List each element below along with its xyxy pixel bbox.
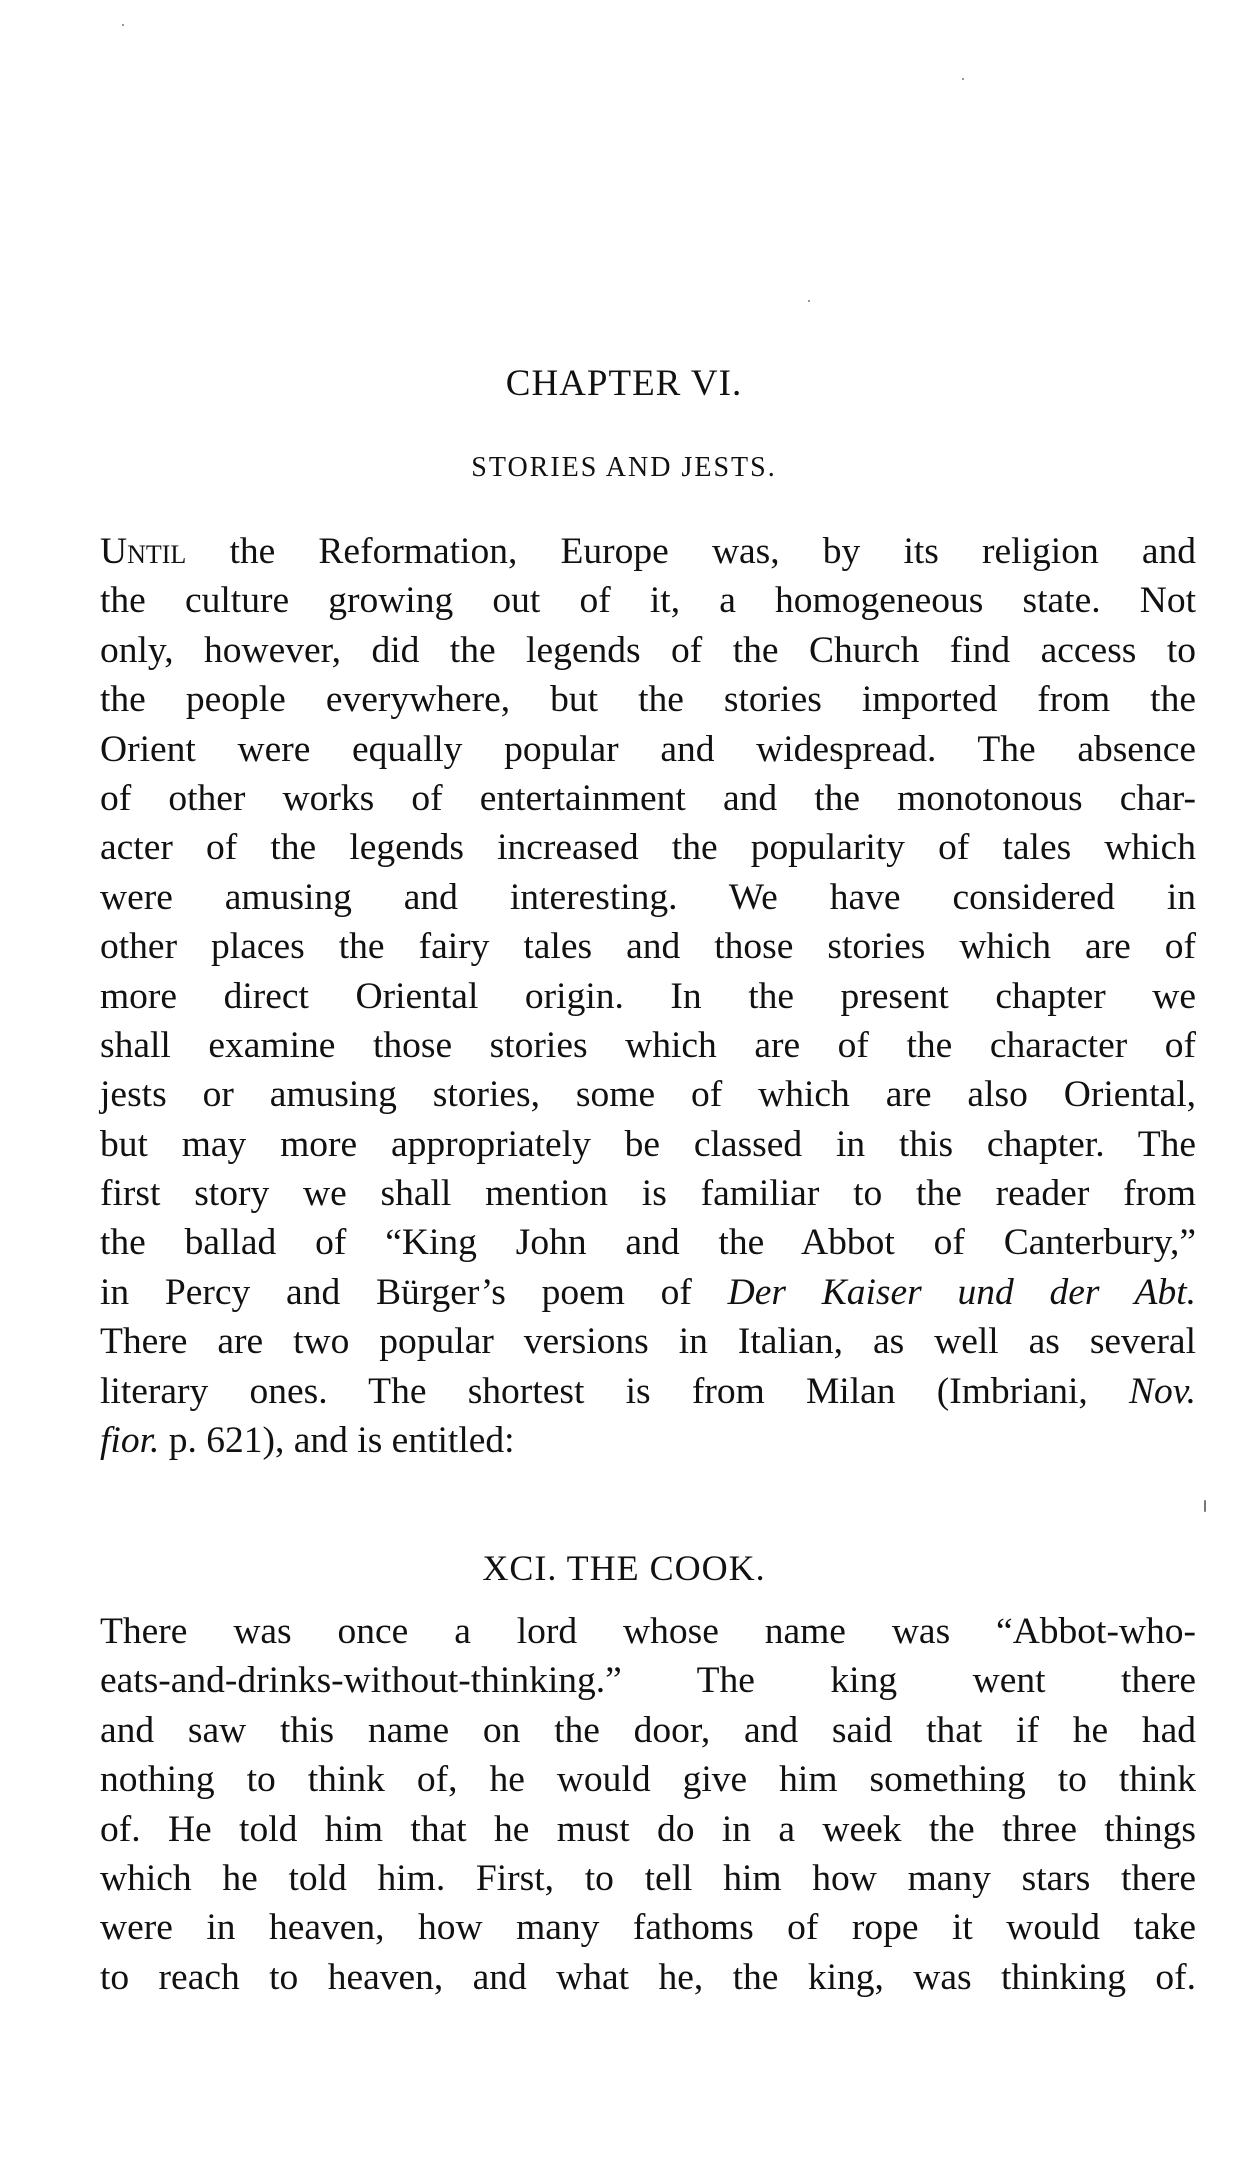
italic-citation: fior. [100,1420,160,1462]
line-text: the Reformation, Europe was, by its religion and [186,531,1196,572]
text-line: and saw this name on the door, and said that if he had [100,1709,1196,1751]
text-line: the ballad of “King John and the Abbot of Canterbury,” [100,1222,1196,1264]
section-heading: XCI. THE COOK. [482,1548,766,1588]
paper-speck [122,24,124,26]
text-line [100,1416,1196,1465]
text-line: other places the fairy tales and those stories which are of [100,926,1196,968]
story-paragraph [100,1607,1196,2002]
paper-speck [808,300,810,302]
text-line: but may more appropriately be classed in this chapter. The [100,1123,1196,1165]
drop-word: Until [100,531,187,572]
chapter-subtitle: STORIES AND JESTS. [471,452,777,483]
text-line: jests or amusing stories, some of which are also Oriental, [100,1074,1196,1116]
text-line: more direct Oriental origin. In the present chapter we [100,975,1196,1017]
text-line [100,1367,1196,1416]
text-line: acter of the legends increased the popularity of tales which [100,827,1196,869]
text-line: There was once a lord whose name was “Abbot-who- [100,1611,1196,1652]
intro-paragraph [100,527,1196,1465]
text-line: first story we shall mention is familiar to the reader from [100,1173,1196,1215]
paper-speck [1204,1500,1206,1512]
text-line: the culture growing out of it, a homogeneous state. Not [100,580,1196,622]
text-line: were amusing and interesting. We have considered in [100,876,1196,918]
text-line: Orient were equally popular and widespread. The absence [100,728,1196,770]
paper-speck [962,78,964,80]
italic-title: Der Kaiser und der Abt. [727,1271,1197,1313]
text-line: nothing to think of, he would give him something to think [100,1759,1196,1801]
text-line: which he told him. First, to tell him how many stars there [100,1857,1196,1899]
text-line: of other works of entertainment and the monotonous char- [100,777,1196,819]
text-line: shall examine those stories which are of the character of [100,1024,1196,1066]
text-line: eats-and-drinks-without-thinking.” The king went there [100,1660,1196,1702]
text-line [100,1268,1196,1317]
line-text: literary ones. The shortest is from Milan (Imbriani, [100,1370,1129,1412]
line-text: p. 621), and is entitled: [159,1420,515,1462]
text-line [100,527,1196,576]
italic-citation: Nov. [1129,1370,1196,1412]
text-line: were in heaven, how many fathoms of rope it would take [100,1907,1196,1949]
chapter-title: CHAPTER VI. [505,363,743,404]
text-line: to reach to heaven, and what he, the king, was thinking of. [100,1956,1196,1998]
text-line: of. He told him that he must do in a week the three things [100,1808,1196,1850]
text-line: There are two popular versions in Italian, as well as several [100,1321,1196,1363]
line-text: in Percy and Bürger’s poem of [100,1271,728,1313]
text-line: only, however, did the legends of the Church find access to [100,629,1196,671]
text-line: the people everywhere, but the stories imported from the [100,679,1196,721]
